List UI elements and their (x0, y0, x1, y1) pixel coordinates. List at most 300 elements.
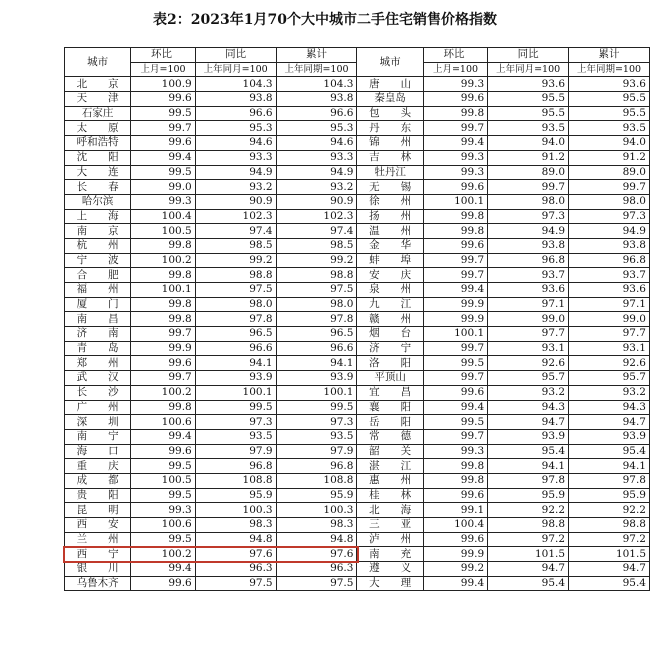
mom-cell: 100.6 (131, 518, 195, 533)
yoy-cell: 94.6 (195, 136, 276, 151)
mom-cell: 99.9 (423, 312, 487, 327)
yoy-cell: 95.4 (488, 444, 569, 459)
yoy-cell: 94.1 (488, 459, 569, 474)
cum-cell: 95.5 (569, 92, 650, 107)
yoy-cell: 98.3 (195, 518, 276, 533)
cum-cell: 97.2 (569, 532, 650, 547)
cum-cell: 94.7 (569, 562, 650, 577)
city-cell: 锦 州 (357, 136, 423, 151)
city-cell: 武 汉 (65, 371, 131, 386)
table-row (65, 444, 650, 459)
yoy-cell: 97.5 (195, 283, 276, 298)
mom-cell: 100.5 (131, 224, 195, 239)
table-row (65, 532, 650, 547)
cum-cell: 100.1 (276, 385, 357, 400)
cum-header-right: 累计 (569, 48, 650, 63)
mom-cell: 99.0 (131, 180, 195, 195)
cum-cell: 93.1 (569, 341, 650, 356)
yoy-cell: 95.5 (488, 92, 569, 107)
yoy-cell: 94.0 (488, 136, 569, 151)
table-row (65, 371, 650, 386)
mom-cell: 99.5 (131, 488, 195, 503)
table-row (65, 180, 650, 195)
city-cell: 济 南 (65, 327, 131, 342)
cum-cell: 98.0 (569, 194, 650, 209)
cum-base-right: 上年同期=100 (569, 62, 650, 77)
city-cell: 牡丹江 (357, 165, 423, 180)
cum-cell: 93.3 (276, 150, 357, 165)
city-cell: 青 岛 (65, 341, 131, 356)
city-cell: 岳 阳 (357, 415, 423, 430)
cum-cell: 95.9 (276, 488, 357, 503)
city-cell: 宜 昌 (357, 385, 423, 400)
table-row (65, 356, 650, 371)
mom-cell: 99.6 (131, 92, 195, 107)
cum-cell: 97.3 (569, 209, 650, 224)
yoy-cell: 99.5 (195, 400, 276, 415)
city-cell: 郑 州 (65, 356, 131, 371)
mom-cell: 99.7 (423, 429, 487, 444)
cum-cell: 93.5 (276, 429, 357, 444)
cum-cell: 93.8 (569, 238, 650, 253)
cum-cell: 95.3 (276, 121, 357, 136)
mom-base-left: 上月=100 (131, 62, 195, 77)
cum-cell: 94.9 (276, 165, 357, 180)
city-cell: 宁 波 (65, 253, 131, 268)
mom-cell: 100.5 (131, 473, 195, 488)
city-cell: 南 京 (65, 224, 131, 239)
cum-cell: 97.9 (276, 444, 357, 459)
cum-cell: 97.4 (276, 224, 357, 239)
cum-cell: 95.5 (569, 106, 650, 121)
yoy-cell: 98.8 (488, 518, 569, 533)
table-row (65, 92, 650, 107)
city-cell: 襄 阳 (357, 400, 423, 415)
mom-cell: 99.6 (131, 136, 195, 151)
city-cell: 上 海 (65, 209, 131, 224)
city-cell: 安 庆 (357, 268, 423, 283)
cum-cell: 94.0 (569, 136, 650, 151)
cum-cell: 102.3 (276, 209, 357, 224)
cum-base-left: 上年同期=100 (276, 62, 357, 77)
mom-cell: 99.6 (423, 92, 487, 107)
yoy-cell: 93.6 (488, 283, 569, 298)
cum-cell: 99.0 (569, 312, 650, 327)
yoy-cell: 97.6 (195, 547, 276, 562)
city-cell: 赣 州 (357, 312, 423, 327)
yoy-cell: 96.3 (195, 562, 276, 577)
mom-cell: 100.4 (131, 209, 195, 224)
city-cell: 遵 义 (357, 562, 423, 577)
city-cell: 重 庆 (65, 459, 131, 474)
yoy-cell: 94.7 (488, 562, 569, 577)
city-cell: 吉 林 (357, 150, 423, 165)
city-cell: 贵 阳 (65, 488, 131, 503)
table-row (65, 150, 650, 165)
cum-cell: 99.2 (276, 253, 357, 268)
city-cell: 惠 州 (357, 473, 423, 488)
mom-cell: 100.1 (423, 327, 487, 342)
city-cell: 平顶山 (357, 371, 423, 386)
cum-cell: 96.3 (276, 562, 357, 577)
yoy-cell: 100.1 (195, 385, 276, 400)
header-row (65, 48, 650, 63)
city-cell: 蚌 埠 (357, 253, 423, 268)
mom-cell: 99.7 (131, 121, 195, 136)
table-row (65, 327, 650, 342)
table-row (65, 312, 650, 327)
mom-header-right: 环比 (423, 48, 487, 63)
cum-cell: 94.7 (569, 415, 650, 430)
mom-cell: 99.6 (423, 238, 487, 253)
mom-cell: 99.7 (423, 341, 487, 356)
city-cell: 天 津 (65, 92, 131, 107)
mom-cell: 99.6 (423, 385, 487, 400)
yoy-cell: 100.3 (195, 503, 276, 518)
cum-cell: 94.6 (276, 136, 357, 151)
table-row (65, 459, 650, 474)
cum-cell: 93.6 (569, 77, 650, 92)
table-row (65, 268, 650, 283)
mom-cell: 99.4 (423, 400, 487, 415)
cum-cell: 98.0 (276, 297, 357, 312)
table-row (65, 224, 650, 239)
mom-cell: 99.7 (131, 371, 195, 386)
city-cell: 西 宁 (65, 547, 131, 562)
table-row (65, 297, 650, 312)
city-cell: 昆 明 (65, 503, 131, 518)
city-cell: 哈尔滨 (65, 194, 131, 209)
cum-cell: 98.8 (569, 518, 650, 533)
mom-cell: 100.2 (131, 385, 195, 400)
yoy-cell: 92.6 (488, 356, 569, 371)
yoy-cell: 97.1 (488, 297, 569, 312)
mom-cell: 99.6 (131, 356, 195, 371)
cum-cell: 97.5 (276, 283, 357, 298)
yoy-cell: 99.7 (488, 180, 569, 195)
city-cell: 厦 门 (65, 297, 131, 312)
yoy-cell: 98.5 (195, 238, 276, 253)
table-row (65, 429, 650, 444)
city-cell: 合 肥 (65, 268, 131, 283)
yoy-cell: 96.6 (195, 341, 276, 356)
city-cell: 乌鲁木齐 (65, 576, 131, 591)
cum-cell: 93.5 (569, 121, 650, 136)
city-cell: 温 州 (357, 224, 423, 239)
mom-cell: 99.7 (423, 121, 487, 136)
cum-cell: 96.8 (276, 459, 357, 474)
cum-cell: 92.2 (569, 503, 650, 518)
city-cell: 丹 东 (357, 121, 423, 136)
cum-cell: 94.1 (569, 459, 650, 474)
cum-cell: 100.3 (276, 503, 357, 518)
yoy-base-left: 上年同月=100 (195, 62, 276, 77)
table-row (65, 209, 650, 224)
yoy-cell: 93.5 (195, 429, 276, 444)
city-cell: 石家庄 (65, 106, 131, 121)
yoy-cell: 93.7 (488, 268, 569, 283)
table-row (65, 473, 650, 488)
mom-cell: 99.8 (131, 297, 195, 312)
mom-cell: 99.7 (423, 253, 487, 268)
yoy-cell: 97.8 (195, 312, 276, 327)
city-cell: 九 江 (357, 297, 423, 312)
mom-cell: 99.8 (423, 473, 487, 488)
mom-cell: 100.2 (131, 253, 195, 268)
city-cell: 烟 台 (357, 327, 423, 342)
yoy-cell: 92.2 (488, 503, 569, 518)
table-row (65, 518, 650, 533)
cum-cell: 93.9 (569, 429, 650, 444)
city-cell: 扬 州 (357, 209, 423, 224)
yoy-cell: 93.8 (488, 238, 569, 253)
yoy-cell: 97.8 (488, 473, 569, 488)
mom-cell: 99.5 (423, 415, 487, 430)
yoy-base-right: 上年同月=100 (488, 62, 569, 77)
table-row (65, 77, 650, 92)
cum-cell: 94.1 (276, 356, 357, 371)
cum-cell: 96.6 (276, 106, 357, 121)
yoy-cell: 95.5 (488, 106, 569, 121)
mom-cell: 99.7 (131, 327, 195, 342)
city-cell: 大 理 (357, 576, 423, 591)
city-cell: 秦皇岛 (357, 92, 423, 107)
cum-cell: 99.7 (569, 180, 650, 195)
city-header-left: 城市 (65, 48, 131, 77)
mom-cell: 99.9 (423, 547, 487, 562)
city-cell: 海 口 (65, 444, 131, 459)
table-row (65, 562, 650, 577)
mom-cell: 99.4 (131, 562, 195, 577)
yoy-cell: 93.1 (488, 341, 569, 356)
cum-cell: 96.8 (569, 253, 650, 268)
yoy-header-left: 同比 (195, 48, 276, 63)
cum-header-left: 累计 (276, 48, 357, 63)
mom-cell: 99.5 (423, 356, 487, 371)
mom-cell: 99.8 (131, 400, 195, 415)
yoy-cell: 90.9 (195, 194, 276, 209)
cum-cell: 93.6 (569, 283, 650, 298)
yoy-cell: 96.6 (195, 106, 276, 121)
yoy-cell: 96.5 (195, 327, 276, 342)
city-cell: 西 安 (65, 518, 131, 533)
yoy-cell: 94.9 (195, 165, 276, 180)
city-cell: 北 海 (357, 503, 423, 518)
yoy-cell: 98.8 (195, 268, 276, 283)
yoy-cell: 94.7 (488, 415, 569, 430)
city-cell: 常 德 (357, 429, 423, 444)
yoy-header-right: 同比 (488, 48, 569, 63)
yoy-cell: 108.8 (195, 473, 276, 488)
yoy-cell: 94.1 (195, 356, 276, 371)
mom-cell: 99.5 (131, 106, 195, 121)
yoy-cell: 96.8 (488, 253, 569, 268)
mom-cell: 99.3 (131, 503, 195, 518)
mom-header-left: 环比 (131, 48, 195, 63)
city-cell: 南 充 (357, 547, 423, 562)
yoy-cell: 93.2 (195, 180, 276, 195)
mom-cell: 99.5 (131, 459, 195, 474)
mom-cell: 99.4 (423, 576, 487, 591)
cum-cell: 93.7 (569, 268, 650, 283)
cum-cell: 90.9 (276, 194, 357, 209)
cum-cell: 91.2 (569, 150, 650, 165)
yoy-cell: 97.7 (488, 327, 569, 342)
table-row (65, 253, 650, 268)
yoy-cell: 95.7 (488, 371, 569, 386)
yoy-cell: 93.3 (195, 150, 276, 165)
cum-cell: 93.8 (276, 92, 357, 107)
city-cell: 杭 州 (65, 238, 131, 253)
table-row (65, 576, 650, 591)
city-cell: 南 宁 (65, 429, 131, 444)
mom-cell: 99.9 (131, 341, 195, 356)
cum-cell: 97.8 (276, 312, 357, 327)
mom-cell: 99.3 (423, 150, 487, 165)
table-row (65, 121, 650, 136)
table-row (65, 503, 650, 518)
table-row (65, 283, 650, 298)
yoy-cell: 89.0 (488, 165, 569, 180)
city-cell: 深 圳 (65, 415, 131, 430)
table-row (65, 165, 650, 180)
table-row (65, 385, 650, 400)
yoy-cell: 93.8 (195, 92, 276, 107)
city-cell: 沈 阳 (65, 150, 131, 165)
mom-cell: 99.1 (423, 503, 487, 518)
city-cell: 兰 州 (65, 532, 131, 547)
mom-cell: 99.4 (131, 429, 195, 444)
cum-cell: 98.3 (276, 518, 357, 533)
cum-cell: 97.1 (569, 297, 650, 312)
table-body (65, 48, 650, 591)
mom-cell: 99.7 (423, 371, 487, 386)
yoy-cell: 97.3 (488, 209, 569, 224)
table-row (65, 341, 650, 356)
cum-cell: 94.3 (569, 400, 650, 415)
cum-cell: 95.9 (569, 488, 650, 503)
price-index-table (64, 47, 650, 591)
cum-cell: 98.5 (276, 238, 357, 253)
yoy-cell: 95.9 (488, 488, 569, 503)
cum-cell: 95.4 (569, 444, 650, 459)
cum-cell: 97.7 (569, 327, 650, 342)
mom-cell: 100.9 (131, 77, 195, 92)
mom-cell: 99.8 (423, 224, 487, 239)
yoy-cell: 94.3 (488, 400, 569, 415)
cum-cell: 93.9 (276, 371, 357, 386)
city-cell: 长 沙 (65, 385, 131, 400)
yoy-cell: 93.2 (488, 385, 569, 400)
cum-cell: 95.4 (569, 576, 650, 591)
yoy-cell: 95.4 (488, 576, 569, 591)
mom-cell: 99.4 (423, 283, 487, 298)
cum-cell: 89.0 (569, 165, 650, 180)
city-header-right: 城市 (357, 48, 423, 77)
yoy-cell: 93.6 (488, 77, 569, 92)
city-cell: 济 宁 (357, 341, 423, 356)
table-row (65, 136, 650, 151)
city-cell: 无 锡 (357, 180, 423, 195)
city-cell: 三 亚 (357, 518, 423, 533)
yoy-cell: 95.3 (195, 121, 276, 136)
city-cell: 北 京 (65, 77, 131, 92)
city-cell: 呼和浩特 (65, 136, 131, 151)
city-cell: 福 州 (65, 283, 131, 298)
mom-cell: 99.3 (423, 444, 487, 459)
cum-cell: 99.5 (276, 400, 357, 415)
cum-cell: 97.6 (276, 547, 357, 562)
cum-cell: 98.8 (276, 268, 357, 283)
yoy-cell: 97.5 (195, 576, 276, 591)
yoy-cell: 94.9 (488, 224, 569, 239)
city-cell: 徐 州 (357, 194, 423, 209)
city-cell: 太 原 (65, 121, 131, 136)
city-cell: 成 都 (65, 473, 131, 488)
yoy-cell: 96.8 (195, 459, 276, 474)
mom-cell: 99.5 (131, 532, 195, 547)
mom-cell: 100.1 (423, 194, 487, 209)
cum-cell: 97.5 (276, 576, 357, 591)
city-cell: 长 春 (65, 180, 131, 195)
cum-cell: 96.5 (276, 327, 357, 342)
cum-cell: 94.8 (276, 532, 357, 547)
yoy-cell: 101.5 (488, 547, 569, 562)
yoy-cell: 97.2 (488, 532, 569, 547)
mom-cell: 99.8 (131, 238, 195, 253)
cum-cell: 92.6 (569, 356, 650, 371)
cum-cell: 101.5 (569, 547, 650, 562)
mom-cell: 99.8 (131, 268, 195, 283)
cum-cell: 93.2 (569, 385, 650, 400)
city-cell: 大 连 (65, 165, 131, 180)
yoy-cell: 97.9 (195, 444, 276, 459)
city-cell: 金 华 (357, 238, 423, 253)
yoy-cell: 94.8 (195, 532, 276, 547)
table-row (65, 194, 650, 209)
mom-cell: 99.6 (131, 444, 195, 459)
mom-cell: 99.8 (423, 459, 487, 474)
mom-cell: 99.4 (131, 150, 195, 165)
table-title: 表2：2023年1月70个大中城市二手住宅销售价格指数 (153, 12, 497, 28)
yoy-cell: 93.9 (195, 371, 276, 386)
city-cell: 泸 州 (357, 532, 423, 547)
mom-cell: 100.1 (131, 283, 195, 298)
city-cell: 泉 州 (357, 283, 423, 298)
cum-cell: 108.8 (276, 473, 357, 488)
cum-cell: 97.8 (569, 473, 650, 488)
mom-cell: 100.4 (423, 518, 487, 533)
mom-cell: 99.8 (423, 209, 487, 224)
yoy-cell: 98.0 (195, 297, 276, 312)
table-row (65, 400, 650, 415)
city-cell: 银 川 (65, 562, 131, 577)
mom-cell: 99.7 (423, 268, 487, 283)
yoy-cell: 93.9 (488, 429, 569, 444)
mom-base-right: 上月=100 (423, 62, 487, 77)
table-row (65, 488, 650, 503)
cum-cell: 94.9 (569, 224, 650, 239)
yoy-cell: 97.4 (195, 224, 276, 239)
mom-cell: 99.6 (131, 576, 195, 591)
table-row (65, 238, 650, 253)
mom-cell: 100.6 (131, 415, 195, 430)
city-cell: 桂 林 (357, 488, 423, 503)
mom-cell: 99.9 (423, 297, 487, 312)
city-cell: 南 昌 (65, 312, 131, 327)
mom-cell: 99.6 (423, 532, 487, 547)
yoy-cell: 102.3 (195, 209, 276, 224)
